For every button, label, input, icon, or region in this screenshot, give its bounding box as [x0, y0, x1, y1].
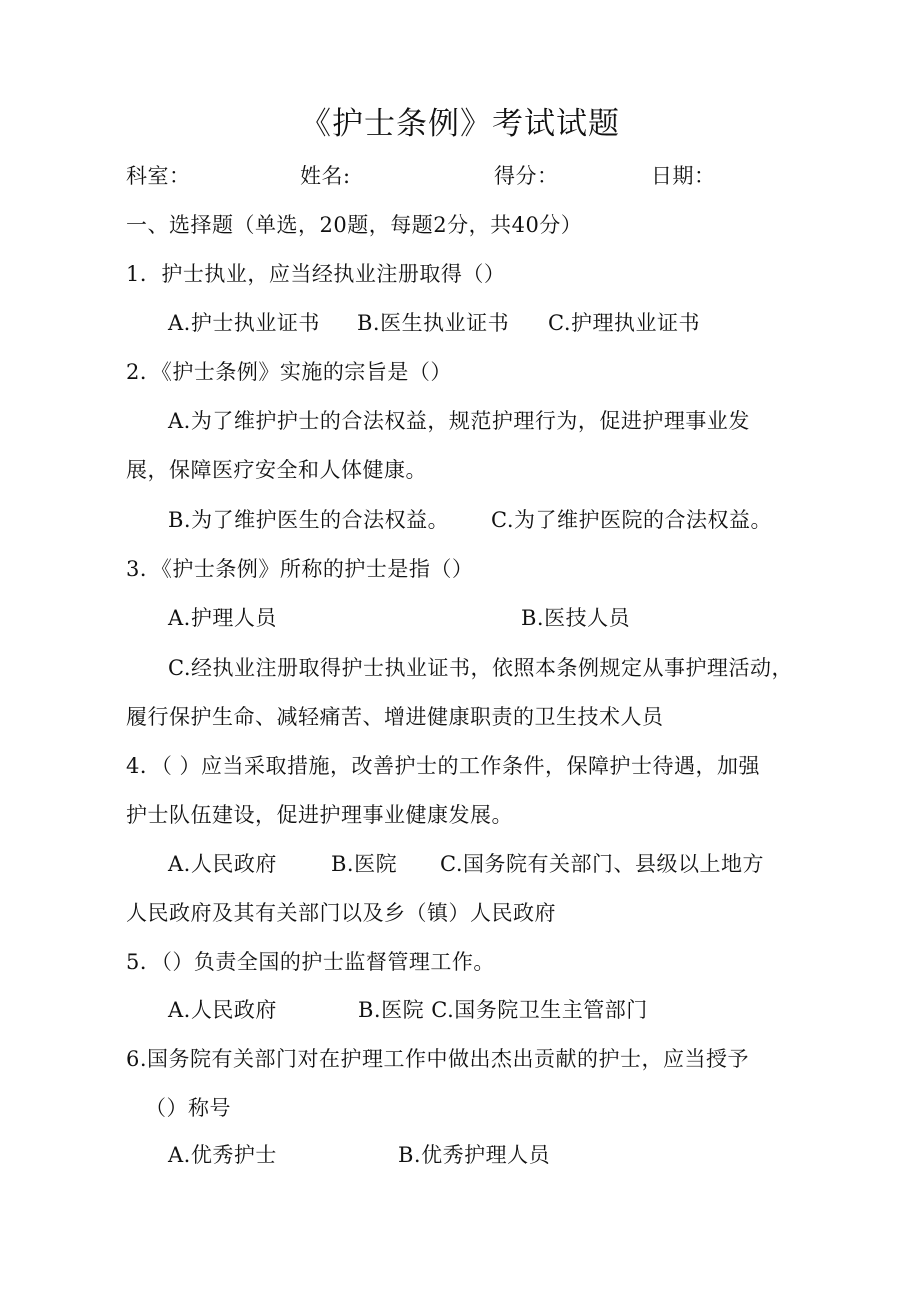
page-title: 《护士条例》考试试题 [300, 106, 620, 142]
question-2-stem: 2．《护士条例》实施的宗旨是（） [126, 360, 452, 384]
question-2-option-a-continued: 展，保障医疗安全和人体健康。 [126, 458, 427, 482]
question-6-stem-continued: （）称号 [145, 1096, 231, 1120]
question-4-stem-continued: 护士队伍建设，促进护理事业健康发展。 [126, 803, 513, 827]
question-4-option-c: C.国务院有关部门、县级以上地方 [440, 852, 764, 876]
section-heading: 一、选择题（单选，20题，每题2分，共40分） [126, 213, 583, 237]
question-4-option-b: B.医院 [331, 852, 398, 876]
question-1-option-b: B.医生执业证书 [357, 311, 510, 335]
date-label: 日期： [651, 164, 716, 188]
question-1-option-c: C.护理执业证书 [548, 311, 700, 335]
question-5-stem: 5．（）负责全国的护士监督管理工作。 [126, 950, 495, 974]
question-5-option-a: A.人民政府 [168, 998, 277, 1022]
question-1-option-a: A.护士执业证书 [168, 311, 320, 335]
question-1-stem: 1．护士执业，应当经执业注册取得（） [126, 262, 506, 286]
question-3-option-b: B.医技人员 [521, 606, 631, 630]
question-4-stem: 4．（ ）应当采取措施，改善护士的工作条件，保障护士待遇，加强 [126, 754, 761, 778]
question-4-option-a: A.人民政府 [168, 852, 277, 876]
question-4-option-c-continued: 人民政府及其有关部门以及乡（镇）人民政府 [126, 901, 556, 925]
question-6-stem: 6.国务院有关部门对在护理工作中做出杰出贡献的护士，应当授予 [126, 1047, 750, 1071]
score-label: 得分： [494, 164, 559, 188]
question-2-option-a: A.为了维护护士的合法权益，规范护理行为，促进护理事业发 [168, 409, 750, 433]
question-3-option-a: A.护理人员 [168, 606, 277, 630]
question-6-option-a: A.优秀护士 [168, 1143, 277, 1167]
question-3-option-c: C.经执业注册取得护士执业证书，依照本条例规定从事护理活动， [168, 656, 793, 680]
department-label: 科室： [126, 164, 191, 188]
question-3-stem: 3．《护士条例》所称的护士是指（） [126, 557, 474, 581]
question-2-option-c: C.为了维护医院的合法权益。 [491, 508, 772, 532]
question-3-option-c-continued: 履行保护生命、减轻痛苦、增进健康职责的卫生技术人员 [126, 705, 664, 729]
name-label: 姓名: [300, 164, 351, 188]
question-6-option-b: B.优秀护理人员 [398, 1143, 551, 1167]
question-2-option-b: B.为了维护医生的合法权益。 [168, 508, 450, 532]
question-5-options-b-c: B.医院 C.国务院卫生主管部门 [358, 998, 648, 1022]
